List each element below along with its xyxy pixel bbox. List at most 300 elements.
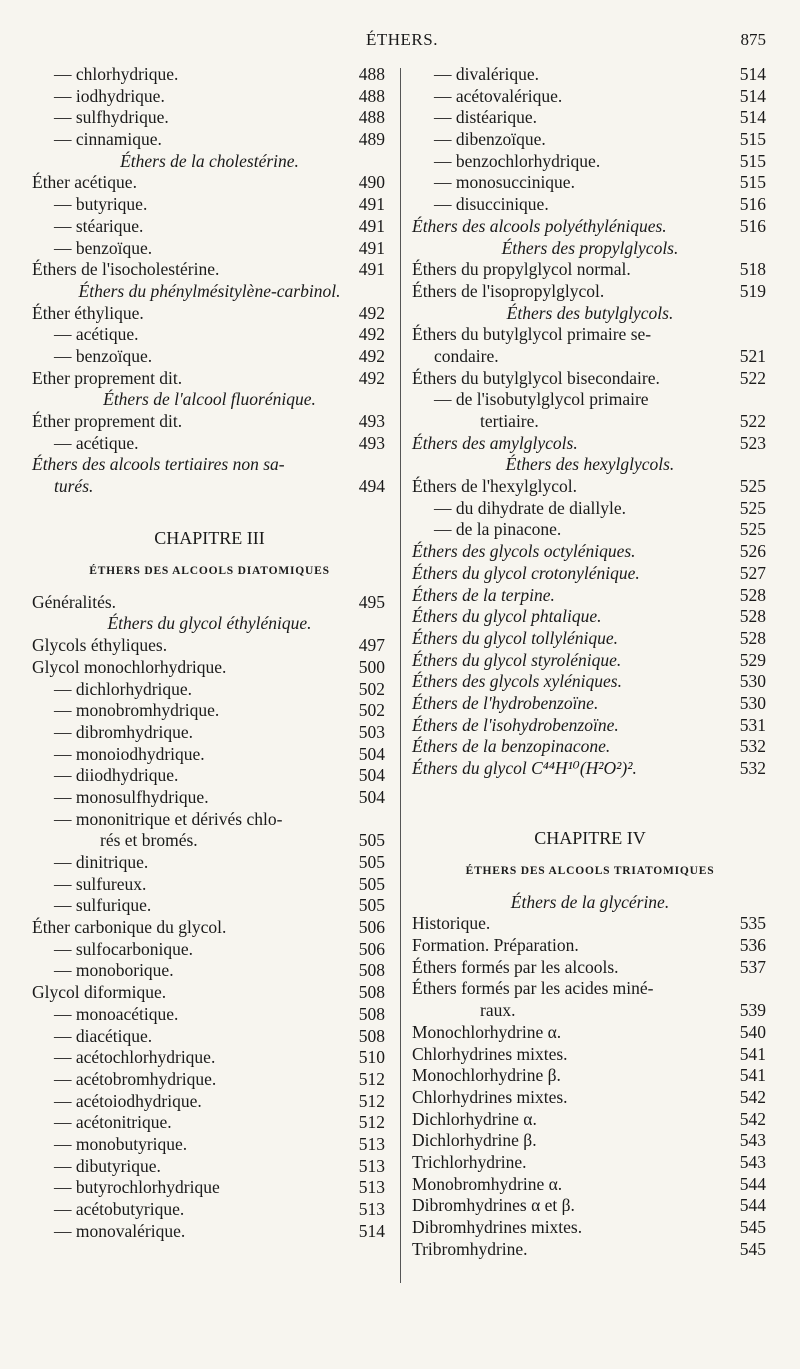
entry-page-number: 532 xyxy=(739,736,766,757)
entry-text: — acétobutyrique. xyxy=(54,1199,185,1219)
running-header xyxy=(0,30,800,54)
right-column xyxy=(412,64,768,1260)
entry-page-number: 489 xyxy=(358,129,385,150)
entry-text: — disuccinique. xyxy=(434,194,549,215)
entry-text: Éthers de l'hexylglycol. xyxy=(412,476,577,497)
toc-entry xyxy=(32,411,387,433)
section-heading xyxy=(412,303,768,325)
entry-text: — diiodhydrique. xyxy=(54,765,179,786)
entry-text: Éthers du propylglycol normal. xyxy=(412,259,631,280)
entry-text: — benzoïque. xyxy=(54,237,153,258)
entry-text: Éthers de la glycérine. xyxy=(510,891,670,912)
entry-page-number: 493 xyxy=(358,411,385,431)
entry-page-number: 526 xyxy=(739,541,766,562)
toc-entry xyxy=(412,1152,768,1174)
entry-page-number: 492 xyxy=(358,367,385,388)
entry-text: — dibutyrique. xyxy=(54,1155,161,1176)
entry-page-number: 516 xyxy=(739,194,766,215)
toc-entry xyxy=(32,722,387,744)
entry-text: — monosulfhydrique. xyxy=(54,786,209,807)
toc-entry xyxy=(32,982,387,1004)
toc-entry xyxy=(412,1174,768,1196)
entry-page-number: 528 xyxy=(739,584,766,605)
entry-text: — divalérique. xyxy=(434,64,539,84)
spacer xyxy=(412,780,768,798)
entry-text: Éthers de la benzopinacone. xyxy=(412,736,611,757)
entry-page-number: 515 xyxy=(739,129,766,150)
entry-page-number: 523 xyxy=(739,432,766,453)
entry-text: — monobutyrique. xyxy=(54,1133,188,1154)
entry-text: Éthers formés par les acides miné- xyxy=(412,978,654,999)
toc-entry xyxy=(32,64,387,86)
entry-page-number: 504 xyxy=(358,765,385,786)
toc-entry xyxy=(32,368,387,390)
toc-entry xyxy=(32,346,387,368)
entry-text: — sulfocarbonique. xyxy=(54,938,193,959)
entry-text: — mononitrique et dérivés chlo- xyxy=(54,808,283,829)
entry-page-number: 505 xyxy=(358,830,385,851)
spacer xyxy=(412,882,768,892)
toc-entry xyxy=(412,324,768,346)
entry-text: Éther acétique. xyxy=(32,172,137,193)
entry-page-number: 513 xyxy=(358,1177,385,1198)
entry-text: — chlorhydrique. xyxy=(54,64,179,84)
entry-text: Tribromhydrine. xyxy=(412,1238,528,1259)
entry-text: Dichlorhydrine α. xyxy=(412,1108,537,1129)
entry-page-number: 513 xyxy=(358,1133,385,1154)
toc-entry xyxy=(412,498,768,520)
toc-entry xyxy=(412,715,768,737)
entry-text: — benzoïque. xyxy=(54,345,153,366)
entry-text: Ether proprement dit. xyxy=(32,367,183,388)
entry-text: Dibromhydrines α et β. xyxy=(412,1195,575,1216)
entry-text: — monoiodhydrique. xyxy=(54,743,205,764)
entry-page-number: 488 xyxy=(358,64,385,84)
toc-entry xyxy=(32,107,387,129)
toc-entry xyxy=(32,917,387,939)
toc-entry xyxy=(32,657,387,679)
entry-text: — butyrochlorhydrique xyxy=(54,1177,220,1198)
entry-page-number: 494 xyxy=(358,476,385,497)
toc-entry xyxy=(412,628,768,650)
entry-page-number: 490 xyxy=(358,172,385,193)
entry-page-number: 518 xyxy=(739,259,766,280)
entry-page-number: 519 xyxy=(739,280,766,301)
entry-text: Éthers de la cholestérine. xyxy=(120,150,299,171)
entry-text: Éthers des hexylglycols. xyxy=(505,454,675,475)
entry-text: — de la pinacone. xyxy=(434,519,562,540)
page-number: 875 xyxy=(740,30,766,49)
toc-entry xyxy=(32,324,387,346)
entry-page-number: 502 xyxy=(358,700,385,721)
entry-text: Éthers de la terpine. xyxy=(412,584,555,605)
chapter-title: CHAPITRE III xyxy=(154,527,265,548)
toc-entry xyxy=(412,1087,768,1109)
entry-text: — monobromhydrique. xyxy=(54,700,220,721)
column-divider xyxy=(400,68,401,1283)
entry-page-number: 510 xyxy=(358,1047,385,1068)
entry-page-number: 488 xyxy=(358,107,385,128)
toc-entry xyxy=(412,476,768,498)
entry-page-number: 504 xyxy=(358,786,385,807)
entry-page-number: 492 xyxy=(358,302,385,323)
toc-entry xyxy=(32,679,387,701)
entry-page-number: 506 xyxy=(358,917,385,938)
entry-text: — iodhydrique. xyxy=(54,85,165,106)
section-heading xyxy=(412,454,768,476)
toc-entry xyxy=(32,1112,387,1134)
toc-entry xyxy=(32,744,387,766)
entry-text: — acétonitrique. xyxy=(54,1112,172,1133)
toc-entry xyxy=(412,129,768,151)
entry-page-number: 527 xyxy=(739,562,766,583)
toc-entry xyxy=(32,454,387,476)
toc-entry xyxy=(32,1156,387,1178)
entry-page-number: 528 xyxy=(739,606,766,627)
toc-entry xyxy=(32,303,387,325)
toc-entry xyxy=(412,519,768,541)
toc-entry xyxy=(32,830,387,852)
toc-entry xyxy=(412,1065,768,1087)
entry-page-number: 492 xyxy=(358,345,385,366)
entry-page-number: 529 xyxy=(739,649,766,670)
entry-text: Éthers des alcools tertiaires non sa- xyxy=(32,454,285,475)
entry-text: — dichlorhydrique. xyxy=(54,678,193,699)
toc-entry xyxy=(32,216,387,238)
entry-text: Éthers de l'isocholestérine. xyxy=(32,259,220,280)
toc-entry xyxy=(412,606,768,628)
entry-text: — dinitrique. xyxy=(54,852,149,872)
entry-page-number: 515 xyxy=(739,172,766,193)
entry-text: — monosuccinique. xyxy=(434,172,575,193)
entry-page-number: 541 xyxy=(739,1065,766,1086)
entry-page-number: 522 xyxy=(739,367,766,388)
entry-text: Éthers du phénylmésitylène-carbinol. xyxy=(78,280,341,301)
entry-text: Éthers du glycol tollylénique. xyxy=(412,627,619,648)
entry-text: Éthers des glycols xyléniques. xyxy=(412,671,622,692)
entry-page-number: 512 xyxy=(358,1112,385,1133)
toc-entry xyxy=(32,194,387,216)
toc-entry xyxy=(412,281,768,303)
toc-entry xyxy=(412,346,768,368)
entry-text: Éthers de l'hydrobenzoïne. xyxy=(412,692,599,713)
entry-page-number: 506 xyxy=(358,938,385,959)
toc-entry xyxy=(412,368,768,390)
toc-entry xyxy=(412,1022,768,1044)
entry-text: — distéarique. xyxy=(434,107,538,128)
chapter-title: CHAPITRE IV xyxy=(534,827,646,848)
entry-text: Éthers des glycols octyléniques. xyxy=(412,541,636,562)
entry-text: — acétoiodhydrique. xyxy=(54,1090,202,1111)
toc-entry xyxy=(412,1195,768,1217)
entry-page-number: 515 xyxy=(739,150,766,171)
toc-entry xyxy=(412,86,768,108)
toc-entry xyxy=(412,671,768,693)
entry-text: Éthers formés par les alcools. xyxy=(412,956,619,977)
section-heading xyxy=(32,613,387,635)
toc-entry xyxy=(32,765,387,787)
toc-entry xyxy=(32,172,387,194)
entry-page-number: 525 xyxy=(739,497,766,518)
entry-text: Monobromhydrine α. xyxy=(412,1173,563,1194)
entry-page-number: 513 xyxy=(358,1155,385,1176)
toc-entry xyxy=(412,172,768,194)
toc-entry xyxy=(412,1239,768,1261)
entry-page-number: 491 xyxy=(358,215,385,236)
entry-text: Formation. Préparation. xyxy=(412,935,579,956)
entry-page-number: 503 xyxy=(358,721,385,742)
entry-page-number: 530 xyxy=(739,671,766,692)
entry-text: — diacétique. xyxy=(54,1025,153,1046)
entry-page-number: 530 xyxy=(739,692,766,713)
entry-page-number: 491 xyxy=(358,259,385,280)
toc-entry xyxy=(32,960,387,982)
entry-text: Éthers de l'isohydrobenzoïne. xyxy=(412,714,619,735)
entry-page-number: 544 xyxy=(739,1173,766,1194)
entry-page-number: 525 xyxy=(739,476,766,497)
entry-text: — monoacétique. xyxy=(54,1003,179,1024)
entry-text: Dibromhydrines mixtes. xyxy=(412,1217,583,1237)
toc-entry xyxy=(32,1047,387,1069)
entry-page-number: 516 xyxy=(739,215,766,236)
entry-page-number: 512 xyxy=(358,1090,385,1111)
entry-text: — acétique. xyxy=(54,324,139,345)
entry-page-number: 528 xyxy=(739,627,766,648)
entry-page-number: 495 xyxy=(358,591,385,612)
entry-page-number: 508 xyxy=(358,1003,385,1024)
entry-text: — acétovalérique. xyxy=(434,85,563,106)
entry-text: Éther carbonique du glycol. xyxy=(32,917,227,938)
toc-entry xyxy=(32,1069,387,1091)
section-heading xyxy=(32,151,387,173)
toc-entry xyxy=(412,433,768,455)
entry-text: — du dihydrate de diallyle. xyxy=(434,497,626,518)
entry-text: Éthers du glycol styrolénique. xyxy=(412,649,622,670)
entry-text: Glycols éthyliques. xyxy=(32,635,168,656)
entry-text: Éthers des propylglycols. xyxy=(501,237,679,258)
entry-text: — dibenzoïque. xyxy=(434,129,546,150)
entry-page-number: 514 xyxy=(739,107,766,128)
entry-page-number: 514 xyxy=(739,85,766,106)
toc-entry xyxy=(412,758,768,780)
entry-page-number: 521 xyxy=(739,345,766,366)
toc-entry xyxy=(412,1000,768,1022)
entry-text: — acétobromhydrique. xyxy=(54,1068,217,1089)
entry-text: Trichlorhydrine. xyxy=(412,1151,527,1172)
entry-text: Chlorhydrines mixtes. xyxy=(412,1086,568,1107)
left-column xyxy=(32,64,387,1242)
toc-entry xyxy=(32,1091,387,1113)
entry-page-number: 488 xyxy=(358,85,385,106)
entry-page-number: 505 xyxy=(358,852,385,872)
entry-text: Éther proprement dit. xyxy=(32,411,183,431)
toc-entry xyxy=(32,1199,387,1221)
toc-entry xyxy=(32,1004,387,1026)
toc-entry xyxy=(32,1026,387,1048)
entry-text: Chlorhydrines mixtes. xyxy=(412,1043,568,1064)
entry-text: — sulfureux. xyxy=(54,873,147,894)
entry-page-number: 541 xyxy=(739,1043,766,1064)
entry-text: — stéarique. xyxy=(54,215,144,236)
toc-entry xyxy=(412,151,768,173)
entry-page-number: 522 xyxy=(739,411,766,431)
toc-entry xyxy=(412,1109,768,1131)
toc-entry xyxy=(412,194,768,216)
spacer xyxy=(32,582,387,592)
running-title: ÉTHERS. xyxy=(366,30,438,49)
entry-page-number: 535 xyxy=(739,913,766,934)
entry-page-number: 505 xyxy=(358,895,385,916)
toc-entry xyxy=(412,541,768,563)
toc-entry xyxy=(32,238,387,260)
toc-entry xyxy=(32,1134,387,1156)
entry-page-number: 514 xyxy=(358,1220,385,1241)
toc-entry xyxy=(32,1177,387,1199)
section-heading xyxy=(412,892,768,914)
toc-entry xyxy=(32,635,387,657)
toc-entry xyxy=(412,259,768,281)
entry-page-number: 497 xyxy=(358,635,385,656)
entry-page-number: 500 xyxy=(358,656,385,677)
toc-entry xyxy=(32,1221,387,1243)
toc-entry xyxy=(32,700,387,722)
entry-text: Historique. xyxy=(412,913,491,934)
entry-text: Monochlorhydrine α. xyxy=(412,1021,562,1042)
chapter-subtitle: ÉTHERS DES ALCOOLS TRIATOMIQUES xyxy=(465,864,715,877)
entry-text: — benzochlorhydrique. xyxy=(434,150,601,171)
entry-text: Glycol monochlorhydrique. xyxy=(32,656,227,677)
entry-page-number: 512 xyxy=(358,1068,385,1089)
entry-page-number: 491 xyxy=(358,237,385,258)
entry-page-number: 544 xyxy=(739,1195,766,1216)
entry-text: Éthers des amylglycols. xyxy=(412,432,578,453)
entry-text: rés et bromés. xyxy=(100,830,198,851)
entry-text: Éthers du glycol phtalique. xyxy=(412,606,602,627)
entry-page-number: 543 xyxy=(739,1130,766,1151)
section-heading xyxy=(32,389,387,411)
toc-entry xyxy=(32,129,387,151)
chapter-subtitle: ÉTHERS DES ALCOOLS DIATOMIQUES xyxy=(89,564,330,577)
entry-text: Éthers du glycol éthylénique. xyxy=(107,613,312,634)
entry-text: — sulfhydrique. xyxy=(54,107,169,128)
toc-entry xyxy=(412,650,768,672)
entry-page-number: 540 xyxy=(739,1021,766,1042)
entry-page-number: 491 xyxy=(358,194,385,215)
section-heading xyxy=(32,281,387,303)
toc-entry xyxy=(412,216,768,238)
entry-page-number: 514 xyxy=(739,64,766,84)
entry-text: — monovalérique. xyxy=(54,1220,186,1241)
entry-text: — cinnamique. xyxy=(54,129,162,150)
entry-text: — dibromhydrique. xyxy=(54,721,194,742)
entry-page-number: 492 xyxy=(358,324,385,345)
entry-page-number: 545 xyxy=(739,1238,766,1259)
toc-entry xyxy=(412,913,768,935)
toc-entry xyxy=(412,1044,768,1066)
entry-page-number: 508 xyxy=(358,1025,385,1046)
entry-page-number: 502 xyxy=(358,678,385,699)
entry-text: tertiaire. xyxy=(480,411,539,431)
entry-text: — acétochlorhydrique. xyxy=(54,1047,216,1068)
entry-text: Éthers des butylglycols. xyxy=(506,302,674,323)
toc-entry xyxy=(412,693,768,715)
toc-entry xyxy=(32,787,387,809)
toc-entry xyxy=(412,978,768,1000)
toc-entry xyxy=(32,852,387,874)
entry-page-number: 543 xyxy=(739,1151,766,1172)
toc-entry xyxy=(32,592,387,614)
entry-text: — acétique. xyxy=(54,432,139,453)
toc-entry xyxy=(412,64,768,86)
entry-text: Éthers de l'isopropylglycol. xyxy=(412,280,605,301)
toc-entry xyxy=(32,259,387,281)
entry-page-number: 493 xyxy=(358,432,385,453)
toc-entry xyxy=(32,939,387,961)
entry-page-number: 508 xyxy=(358,982,385,1003)
toc-entry xyxy=(412,563,768,585)
entry-page-number: 525 xyxy=(739,519,766,540)
toc-entry xyxy=(412,585,768,607)
entry-text: Éthers du butylglycol bisecondaire. xyxy=(412,367,660,388)
entry-page-number: 542 xyxy=(739,1108,766,1129)
toc-entry xyxy=(412,736,768,758)
toc-entry xyxy=(32,809,387,831)
entry-text: — monoborique. xyxy=(54,960,174,981)
entry-text: Éthers du glycol crotonylénique. xyxy=(412,562,640,583)
toc-entry xyxy=(412,411,768,433)
entry-text: Dichlorhydrine β. xyxy=(412,1130,537,1151)
entry-text: turés. xyxy=(54,476,94,497)
entry-text: Éthers des alcools polyéthyléniques. xyxy=(412,215,667,236)
entry-text: — de l'isobutylglycol primaire xyxy=(434,389,649,410)
entry-page-number: 542 xyxy=(739,1086,766,1107)
entry-page-number: 508 xyxy=(358,960,385,981)
spacer xyxy=(32,498,387,516)
entry-text: Monochlorhydrine β. xyxy=(412,1065,561,1086)
toc-entry xyxy=(412,935,768,957)
toc-entry xyxy=(412,957,768,979)
entry-text: — sulfurique. xyxy=(54,895,152,916)
toc-entry xyxy=(412,1130,768,1152)
toc-entry xyxy=(412,389,768,411)
entry-page-number: 537 xyxy=(739,956,766,977)
section-heading xyxy=(412,238,768,260)
entry-text: Glycol diformique. xyxy=(32,982,167,1003)
entry-page-number: 513 xyxy=(358,1199,385,1219)
toc-entry xyxy=(32,433,387,455)
entry-text: — butyrique. xyxy=(54,194,148,215)
entry-text: Éther éthylique. xyxy=(32,302,144,323)
entry-page-number: 532 xyxy=(739,758,766,778)
entry-text: Éthers du butylglycol primaire se- xyxy=(412,324,652,345)
entry-text: Éthers de l'alcool fluorénique. xyxy=(103,389,316,410)
entry-page-number: 505 xyxy=(358,873,385,894)
entry-text: Généralités. xyxy=(32,591,117,612)
toc-entry xyxy=(32,476,387,498)
toc-entry xyxy=(412,107,768,129)
entry-page-number: 539 xyxy=(739,1000,766,1021)
toc-entry xyxy=(32,895,387,917)
toc-entry xyxy=(32,86,387,108)
entry-text: raux. xyxy=(480,1000,516,1021)
entry-text: condaire. xyxy=(434,345,499,366)
entry-page-number: 531 xyxy=(739,714,766,735)
entry-page-number: 536 xyxy=(739,935,766,956)
toc-entry xyxy=(412,1217,768,1239)
spacer xyxy=(412,798,768,816)
entry-page-number: 504 xyxy=(358,743,385,764)
toc-entry xyxy=(32,874,387,896)
